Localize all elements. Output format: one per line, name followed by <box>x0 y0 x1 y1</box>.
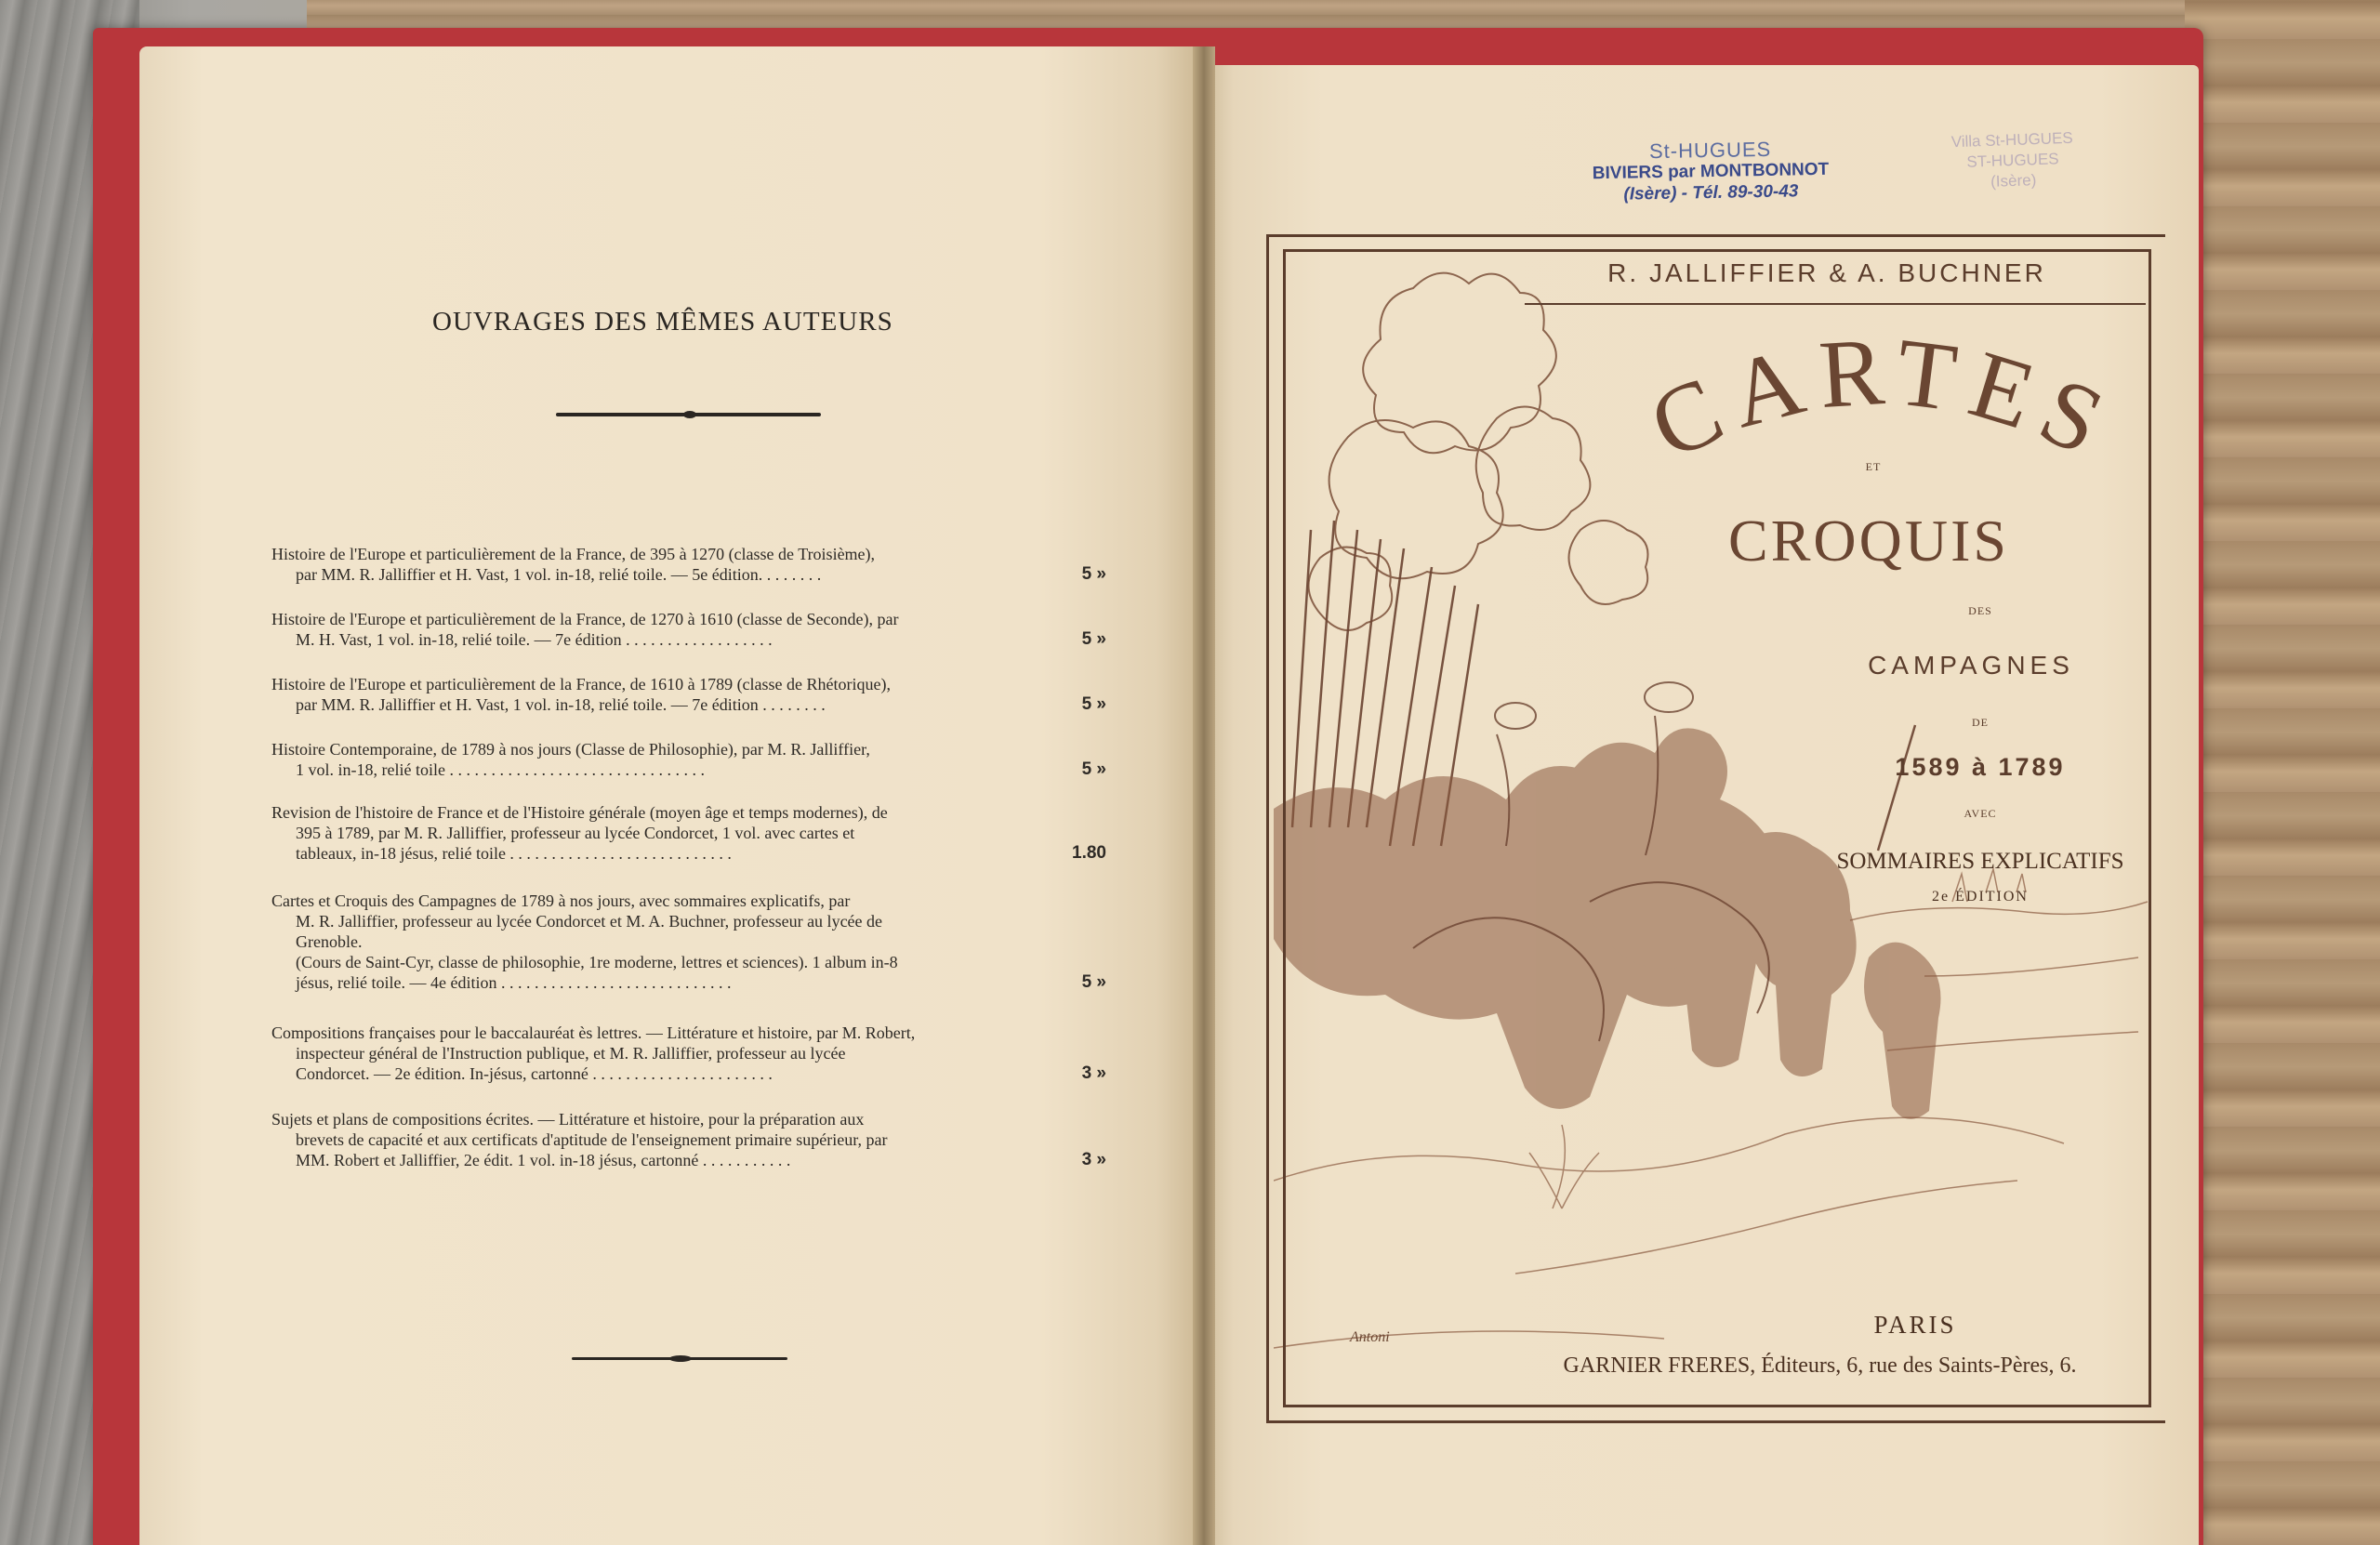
book-entry-line: Sujets et plans de compositions écrites. — Littérature et histoire, pour la préparation aux <box>271 1110 865 1129</box>
book-entry <box>260 544 1106 585</box>
book-entry <box>260 674 1106 715</box>
faded-stamp-line-3: (Isère) <box>1990 171 2037 191</box>
book-price: 3 » <box>1081 1063 1106 1083</box>
title-croquis: CROQUIS <box>1728 508 2009 574</box>
publisher-line: GARNIER FRERES, Éditeurs, 6, rue des Saints-Pères, 6. <box>1563 1354 2077 1378</box>
artist-signature: Antoni <box>1350 1329 1390 1345</box>
book-entry <box>260 891 1106 993</box>
book-entry-line: (Cours de Saint-Cyr, classe de philosophie, 1re moderne, lettres et sciences). 1 album in-8 <box>296 953 898 971</box>
book-entry-line: 395 à 1789, par M. R. Jalliffier, professeur au lycée Condorcet, 1 vol. avec cartes et <box>296 824 855 842</box>
wooden-table-right <box>2185 0 2380 1545</box>
stamp-line-3: (Isère) - Tél. 89-30-43 <box>1623 181 1799 205</box>
stamp-line-1: St-HUGUES <box>1648 137 1772 164</box>
edition-label: 2e ÉDITION <box>1932 889 2029 905</box>
stamp-line-2: BIVIERS par MONTBONNOT <box>1592 159 1830 184</box>
book-entry-line: Histoire de l'Europe et particulièrement de la France, de 395 à 1270 (classe de Troisième), <box>271 545 876 563</box>
title-cartes-text <box>1634 335 2130 482</box>
book-entry-line: tableaux, in-18 jésus, relié toile . . . . . . . . . . . . . . . . . . . . . . . . . . . <box>296 844 732 863</box>
book-entry-line: Histoire de l'Europe et particulièrement de la France, de 1270 à 1610 (classe de Seconde), par <box>271 610 899 628</box>
book-entry <box>260 1023 1106 1084</box>
book-entry-line: Cartes et Croquis des Campagnes de 1789 à nos jours, avec sommaires explicatifs, par <box>271 891 851 910</box>
book-gutter <box>1193 46 1215 1545</box>
book-price: 3 » <box>1081 1150 1106 1169</box>
book-entry-line: Condorcet. — 2e édition. In-jésus, cartonné . . . . . . . . . . . . . . . . . . . . . . <box>296 1064 773 1083</box>
book-entry-line: jésus, relié toile. — 4e édition . . . . . . . . . . . . . . . . . . . . . . . . . . . . <box>296 973 732 992</box>
title-cartes <box>1599 335 2157 502</box>
left-page <box>139 46 1199 1545</box>
page-title: OUVRAGES DES MÊMES AUTEURS <box>432 307 893 337</box>
book-entry-line: Histoire de l'Europe et particulièrement de la France, de 1610 à 1789 (classe de Rhétorique), <box>271 675 891 693</box>
label-de: DE <box>1972 716 1989 729</box>
label-avec: AVEC <box>1964 807 1997 820</box>
faded-stamp-line-1: Villa St-HUGUES <box>1950 128 2074 152</box>
title-dates: 1589 à 1789 <box>1895 753 2066 781</box>
book-entry-line: Histoire Contemporaine, de 1789 à nos jours (Classe de Philosophie), par M. R. Jalliffier, <box>271 740 870 759</box>
book-entry-line: Compositions françaises pour le baccalauréat ès lettres. — Littérature et histoire, par M. Robert, <box>271 1023 916 1042</box>
authors-rule <box>1525 303 2146 305</box>
book-entry-line: par MM. R. Jalliffier et H. Vast, 1 vol. in-18, relié toile. — 7e édition . . . . . . . . <box>296 695 826 714</box>
book-entry-line: M. H. Vast, 1 vol. in-18, relié toile. — 7e édition . . . . . . . . . . . . . . . . . . <box>296 630 773 649</box>
book-entry-line: 1 vol. in-18, relié toile . . . . . . . . . . . . . . . . . . . . . . . . . . . . . . . <box>296 760 705 779</box>
title-campagnes: CAMPAGNES <box>1868 651 2074 680</box>
subtitle-sommaires: SOMMAIRES EXPLICATIFS <box>1836 849 2124 874</box>
book-price: 5 » <box>1081 629 1106 649</box>
label-et: ET <box>1865 460 1882 473</box>
book-price: 5 » <box>1081 564 1106 584</box>
book-entry-line: brevets de capacité et aux certificats d'aptitude de l'enseignement primaire supérieur, par <box>296 1130 888 1149</box>
authors: R. JALLIFFIER & A. BUCHNER <box>1607 258 2046 287</box>
ornament-bottom-dot <box>669 1355 692 1362</box>
book-entry-line: Grenoble. <box>296 932 363 951</box>
book-entry-line: Revision de l'histoire de France et de l'Histoire générale (moyen âge et temps modernes), de <box>271 803 888 822</box>
book-entry-line: MM. Robert et Jalliffier, 2e édit. 1 vol. in-18 jésus, cartonné . . . . . . . . . . . <box>296 1151 791 1169</box>
book-entry <box>260 1109 1106 1170</box>
faded-stamp <box>1937 127 2088 194</box>
book-price: 5 » <box>1081 972 1106 992</box>
book-entry <box>260 739 1106 780</box>
city-label: PARIS <box>1873 1311 1957 1339</box>
book-entry-line: inspecteur général de l'Instruction publique, et M. R. Jalliffier, professeur au lycée <box>296 1044 846 1063</box>
book-entry-line: M. R. Jalliffier, professeur au lycée Condorcet et M. A. Buchner, professeur au lycée de <box>296 912 883 931</box>
title-cartes-path: CARTES <box>1634 335 2131 482</box>
ornament-top-dot <box>683 411 696 418</box>
library-stamp <box>1589 138 1831 206</box>
book-price: 5 » <box>1081 694 1106 714</box>
book-price: 5 » <box>1081 759 1106 779</box>
book-entry <box>260 609 1106 650</box>
book-price: 1.80 <box>1072 843 1106 863</box>
faded-stamp-line-2: ST-HUGUES <box>1966 150 2059 171</box>
label-des: DES <box>1968 604 1992 617</box>
book-entry-line: par MM. R. Jalliffier et H. Vast, 1 vol. in-18, relié toile. — 5e édition. . . . . . . . <box>296 565 822 584</box>
book-entry <box>260 802 1106 864</box>
